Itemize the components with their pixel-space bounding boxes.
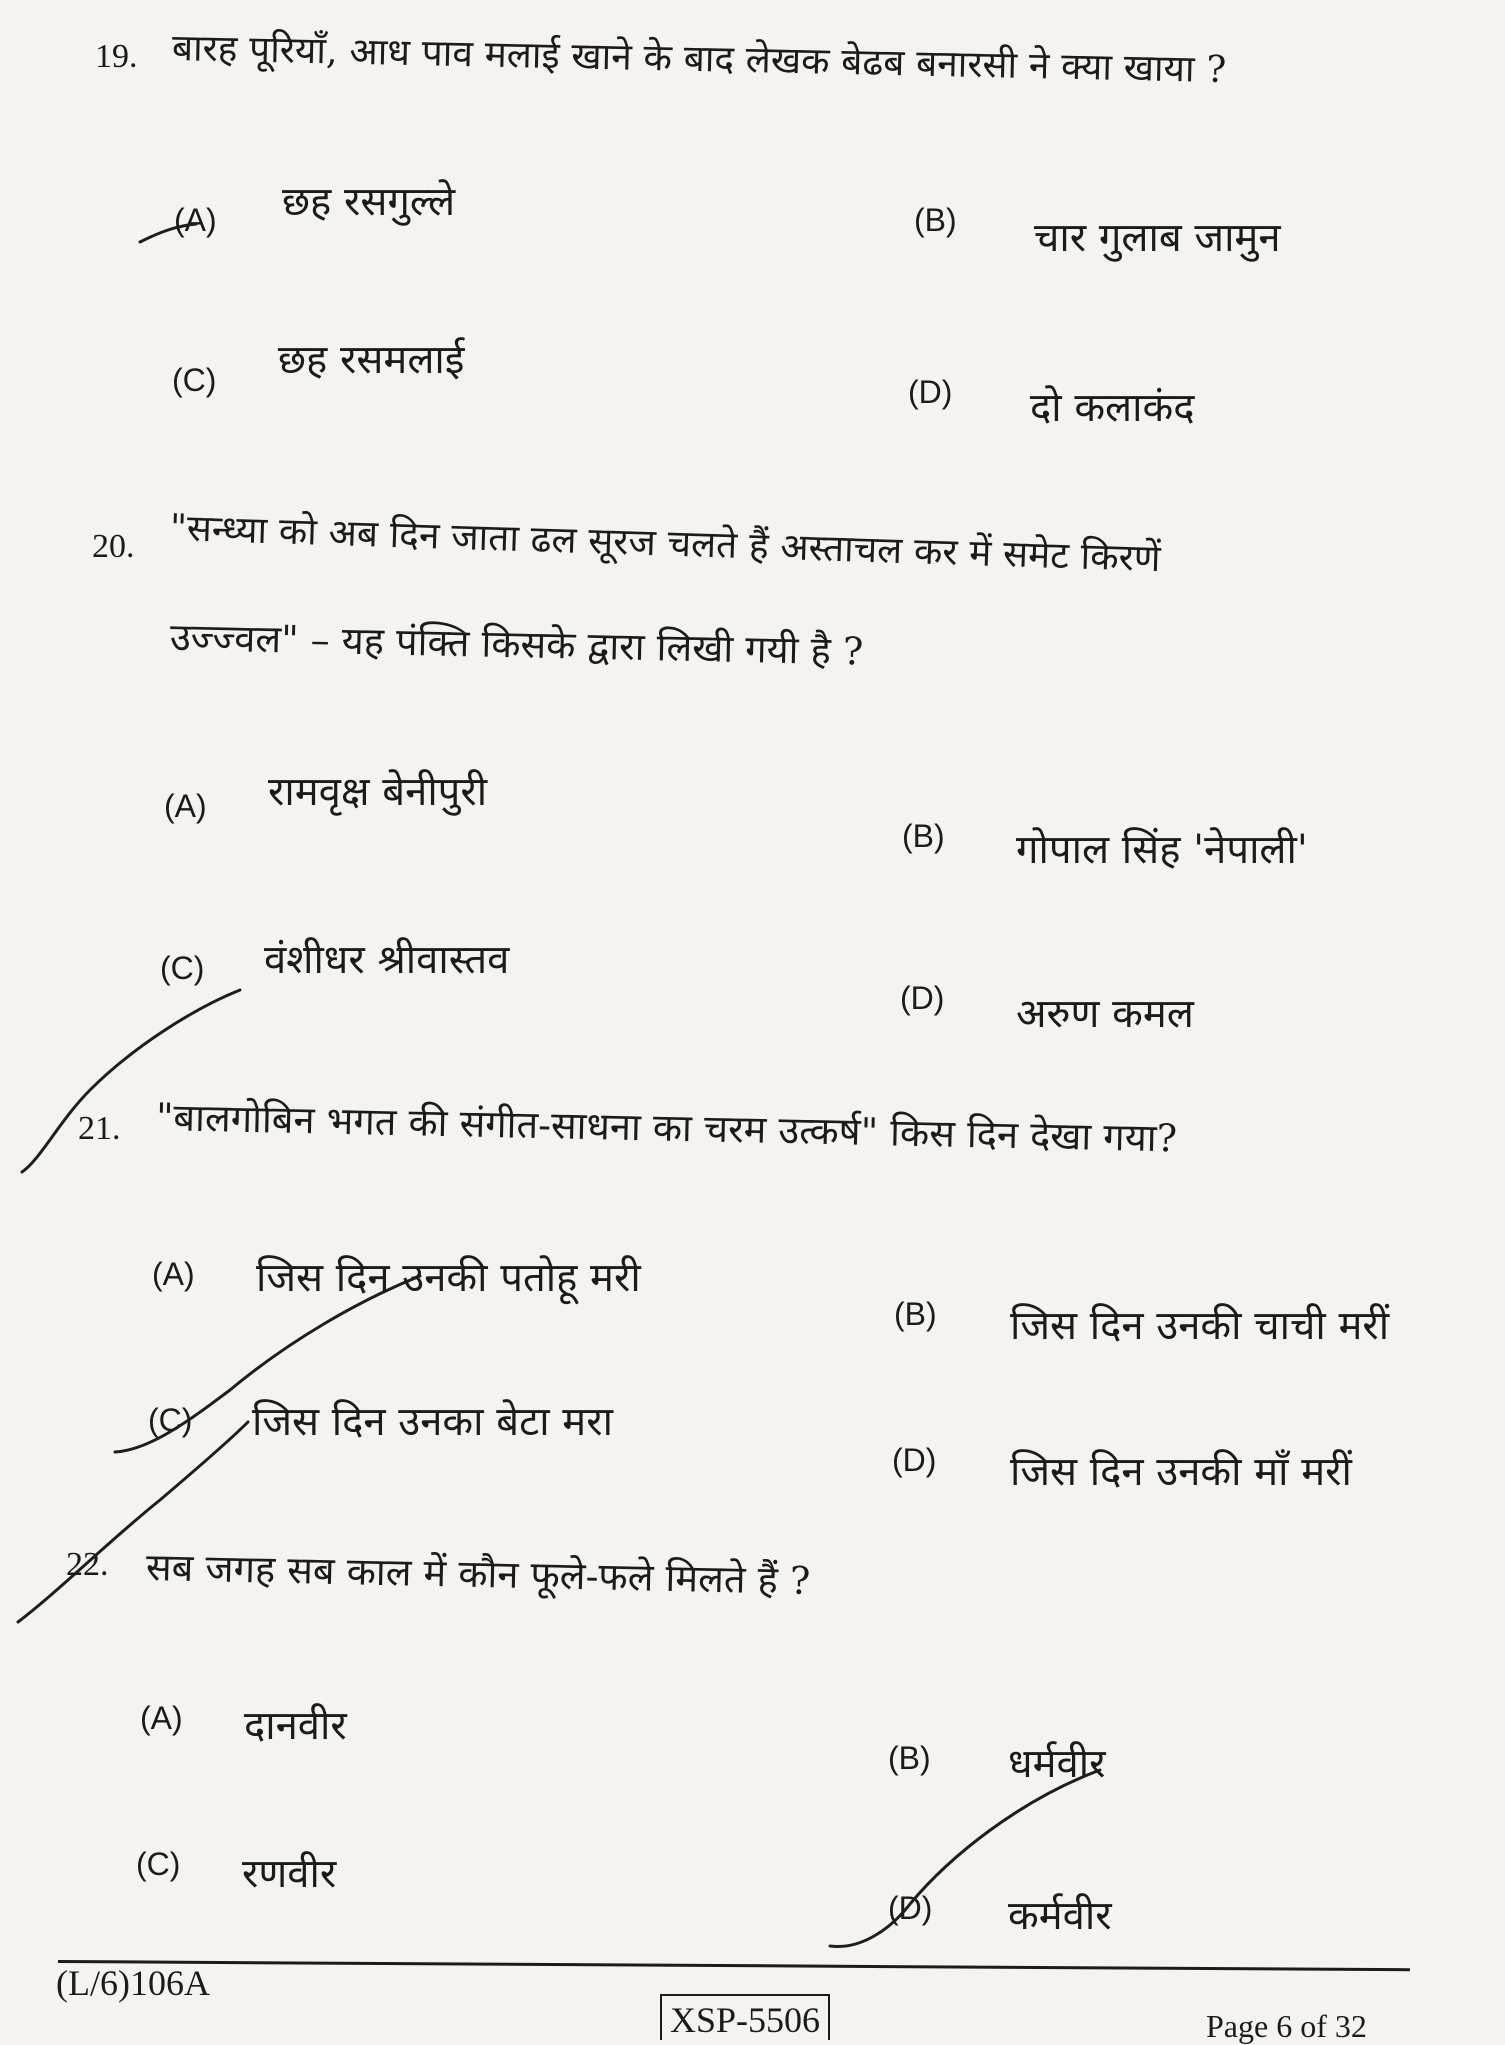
option-letter: (B): [902, 818, 945, 854]
page-number: Page 6 of 32: [1206, 2008, 1367, 2044]
question-number: 20.: [92, 528, 135, 565]
option-text: जिस दिन उनकी माँ मरीं: [1010, 1449, 1352, 1495]
option-letter: (C): [148, 1402, 193, 1438]
option-letter: (D): [900, 980, 945, 1016]
option-text: छह रसगुल्ले: [282, 179, 456, 225]
option-text: जिस दिन उनका बेटा मरा: [252, 1399, 613, 1445]
option-text: जिस दिन उनकी चाची मरीं: [1010, 1303, 1390, 1349]
option-text: रामवृक्ष बेनीपुरी: [268, 769, 488, 815]
question-text: "सन्ध्या को अब दिन जाता ढल सूरज चलते हैं अस्ताचल कर में समेट किरणें: [169, 506, 1162, 581]
question-text: बारह पूरियाँ, आध पाव मलाई खाने के बाद लेखक बेढब बनारसी ने क्या खाया ?: [171, 26, 1227, 92]
option-letter: (A): [152, 1256, 195, 1292]
question-number: 21.: [78, 1110, 121, 1147]
option-text: धर्मवीर: [1008, 1741, 1106, 1787]
question-number: 22.: [66, 1546, 109, 1583]
option-text: छह रसमलाई: [278, 337, 465, 383]
question-text: "बालगोबिन भगत की संगीत-साधना का चरम उत्कर्ष" किस दिन देखा गया?: [155, 1095, 1178, 1161]
option-letter: (B): [888, 1740, 931, 1776]
question-text: सब जगह सब काल में कौन फूले-फले मिलते हैं ?: [145, 1545, 811, 1603]
option-letter: (D): [908, 374, 953, 410]
option-text: अरुण कमल: [1016, 991, 1194, 1037]
option-text: कर्मवीर: [1008, 1893, 1112, 1939]
option-text: गोपाल सिंह 'नेपाली': [1016, 827, 1308, 873]
option-letter: (A): [164, 788, 207, 824]
option-letter: (B): [894, 1296, 937, 1332]
option-letter: (D): [892, 1442, 937, 1478]
option-text: रणवीर: [242, 1851, 337, 1897]
question-text: उज्ज्वल" – यह पंक्ति किसके द्वारा लिखी गयी है ?: [169, 615, 864, 674]
option-text: चार गुलाब जामुन: [1034, 215, 1281, 261]
option-text: दो कलाकंद: [1030, 385, 1195, 431]
option-letter: (B): [914, 202, 957, 238]
question-number: 19.: [95, 38, 138, 75]
option-letter: (A): [140, 1700, 183, 1736]
option-letter: (A): [174, 202, 217, 238]
footer-rule: [58, 1960, 1410, 1971]
exam-code-box: XSP-5506: [660, 1994, 830, 2040]
option-letter: (C): [172, 362, 217, 398]
option-letter: (C): [160, 950, 205, 986]
option-text: वंशीधर श्रीवास्तव: [264, 937, 510, 983]
paper-code: (L/6)106A: [56, 1963, 210, 2003]
option-text: दानवीर: [244, 1703, 347, 1749]
option-text: जिस दिन उनकी पतोहू मरी: [256, 1255, 641, 1301]
option-letter: (C): [136, 1846, 181, 1882]
option-letter: (D): [888, 1890, 933, 1926]
